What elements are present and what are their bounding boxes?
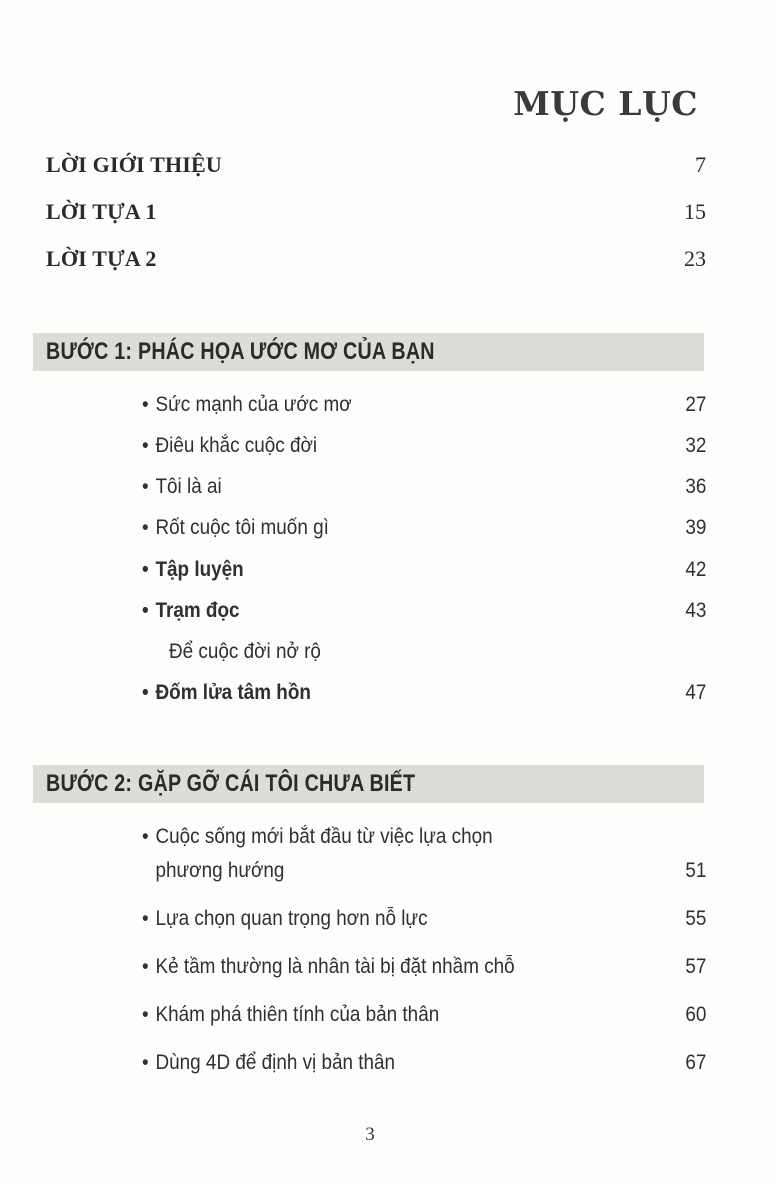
toc-entry[interactable]	[142, 681, 706, 715]
bullet-icon: •	[142, 907, 149, 930]
toc-entry-title: Đốm lửa tâm hồn	[155, 681, 311, 704]
toc-entry-title: Lựa chọn quan trọng hơn nỗ lực	[155, 907, 428, 930]
toc-page-number: 43	[684, 599, 706, 622]
toc-entry-title: Tôi là ai	[155, 475, 222, 498]
bullet-icon: •	[142, 1051, 149, 1074]
toc-entry[interactable]	[142, 1003, 706, 1037]
toc-page-number: 15	[684, 199, 706, 224]
section-heading: BƯỚC 1: PHÁC HỌA ƯỚC MƠ CỦA BẠN	[46, 338, 435, 365]
toc-entry-title: Sức mạnh của ước mơ	[155, 393, 352, 416]
toc-page-number: 55	[684, 907, 706, 930]
page-title: MỤC LỤC	[513, 84, 698, 123]
toc-entry-title: Tập luyện	[155, 558, 244, 581]
toc-page-number: 47	[684, 681, 706, 704]
toc-entry-title: Rốt cuộc tôi muốn gì	[155, 516, 329, 539]
toc-page-number: 27	[684, 393, 706, 416]
toc-entry-title: Để cuộc đời nở rộ	[169, 640, 321, 663]
bullet-icon: •	[142, 516, 149, 539]
section-heading-bar[interactable]	[33, 765, 704, 803]
bullet-icon: •	[142, 393, 149, 416]
toc-entry[interactable]	[142, 1051, 706, 1085]
toc-entry-title: Trạm đọc	[155, 599, 240, 622]
toc-front-matter-row[interactable]	[46, 246, 706, 272]
toc-entry-title: Khám phá thiên tính của bản thân	[155, 1003, 440, 1026]
toc-entry-title: LỜI TỰA 2	[46, 246, 157, 271]
toc-page-number: 57	[684, 955, 706, 978]
toc-entry-title: LỜI TỰA 1	[46, 199, 157, 224]
toc-page-number: 42	[684, 558, 706, 581]
bullet-icon: •	[142, 475, 149, 498]
toc-entry[interactable]	[142, 599, 706, 633]
toc-page-number: 67	[684, 1051, 706, 1074]
toc-entry[interactable]	[142, 434, 706, 468]
section-heading-bar[interactable]	[33, 333, 704, 371]
section-heading: BƯỚC 2: GẶP GỠ CÁI TÔI CHƯA BIẾT	[46, 770, 416, 797]
toc-page-number: 51	[684, 859, 706, 882]
toc-entry-title-continued: phương hướng	[155, 859, 285, 882]
toc-entry[interactable]	[142, 955, 706, 989]
toc-page-number: 7	[695, 152, 706, 177]
bullet-icon: •	[142, 558, 149, 581]
toc-page-number: 23	[684, 246, 706, 271]
toc-page-number: 60	[684, 1003, 706, 1026]
bullet-icon: •	[142, 599, 149, 622]
toc-entry-title: Kẻ tầm thường là nhân tài bị đặt nhầm chỗ	[155, 955, 515, 978]
toc-entry-title: Cuộc sống mới bắt đầu từ việc lựa chọn	[155, 825, 493, 848]
toc-front-matter-row[interactable]	[46, 152, 706, 178]
toc-entry-title: Điêu khắc cuộc đời	[155, 434, 318, 457]
bullet-icon: •	[142, 955, 149, 978]
toc-page-number: 32	[684, 434, 706, 457]
toc-entry[interactable]	[142, 558, 706, 592]
page-number-folio: 3	[365, 1124, 375, 1145]
bullet-icon: •	[142, 434, 149, 457]
toc-entry[interactable]	[142, 825, 706, 893]
bullet-icon: •	[142, 825, 149, 848]
toc-entry-subtitle[interactable]	[142, 640, 706, 674]
toc-page-number: 39	[684, 516, 706, 539]
toc-entry-title: LỜI GIỚI THIỆU	[46, 152, 223, 177]
toc-entry[interactable]	[142, 393, 706, 427]
toc-entry-title: Dùng 4D để định vị bản thân	[155, 1051, 396, 1074]
toc-entry[interactable]	[142, 907, 706, 941]
toc-entry[interactable]	[142, 475, 706, 509]
toc-page-number: 36	[684, 475, 706, 498]
bullet-icon: •	[142, 681, 149, 704]
toc-front-matter-row[interactable]	[46, 199, 706, 225]
toc-entry[interactable]	[142, 516, 706, 550]
bullet-icon: •	[142, 1003, 149, 1026]
